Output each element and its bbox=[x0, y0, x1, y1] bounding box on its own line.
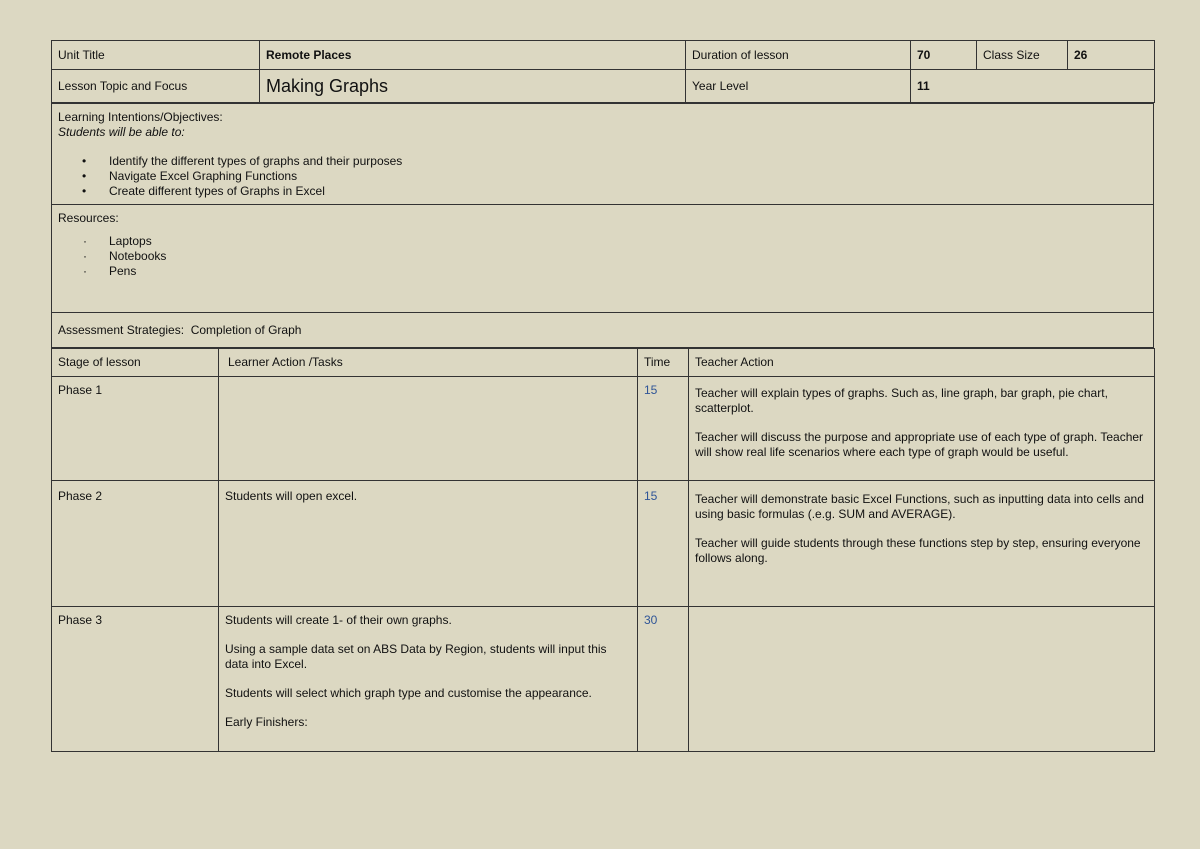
class-size-value: 26 bbox=[1068, 41, 1155, 70]
unit-title-value: Remote Places bbox=[260, 41, 686, 70]
resource-item: · Pens bbox=[58, 264, 1147, 279]
resource-item: · Laptops bbox=[58, 234, 1147, 249]
col-stage-header: Stage of lesson bbox=[52, 349, 219, 377]
objectives-subheading: Students will be able to: bbox=[58, 125, 185, 139]
phase-learner bbox=[219, 607, 638, 752]
topic-label: Lesson Topic and Focus bbox=[52, 70, 260, 103]
phase-stage: Phase 2 bbox=[52, 481, 219, 607]
phase-stage: Phase 1 bbox=[52, 377, 219, 481]
teacher-action-text: Teacher will demonstrate basic Excel Functions, such as inputting data into cells and using basic formulas (.e.g. SUM and AVERAGE). bbox=[695, 492, 1144, 521]
phase-teacher bbox=[689, 481, 1155, 607]
phase-teacher bbox=[689, 377, 1155, 481]
objective-item: • Navigate Excel Graphing Functions bbox=[58, 169, 1147, 184]
learner-action-text: Early Finishers: bbox=[225, 715, 308, 729]
objectives-list bbox=[58, 154, 1147, 199]
phase-row bbox=[52, 481, 1155, 607]
phase-teacher bbox=[689, 607, 1155, 752]
teacher-action-text: Teacher will guide students through these functions step by step, ensuring everyone follows along. bbox=[695, 536, 1141, 565]
info-table bbox=[51, 103, 1154, 348]
class-size-label: Class Size bbox=[977, 41, 1068, 70]
unit-title-label: Unit Title bbox=[52, 41, 260, 70]
phase-time: 15 bbox=[638, 481, 689, 607]
year-value: 11 bbox=[911, 70, 1155, 103]
learner-action-text: Students will select which graph type and customise the appearance. bbox=[225, 686, 592, 700]
resources-heading: Resources: bbox=[58, 211, 119, 225]
phase-learner bbox=[219, 481, 638, 607]
assessment-cell: Assessment Strategies: Completion of Graph bbox=[52, 313, 1154, 348]
year-label: Year Level bbox=[686, 70, 911, 103]
phase-row bbox=[52, 377, 1155, 481]
lesson-plan-sheet bbox=[51, 40, 1154, 752]
phase-stage: Phase 3 bbox=[52, 607, 219, 752]
resources-list bbox=[58, 234, 1147, 279]
objective-item: • Create different types of Graphs in Excel bbox=[58, 184, 1147, 199]
phase-time: 30 bbox=[638, 607, 689, 752]
learner-action-text: Students will create 1- of their own graphs. bbox=[225, 613, 452, 627]
objectives-cell bbox=[52, 104, 1154, 205]
resource-item: · Notebooks bbox=[58, 249, 1147, 264]
learner-action-text: Using a sample data set on ABS Data by Region, students will input this data into Excel. bbox=[225, 642, 607, 671]
objective-item: • Identify the different types of graphs and their purposes bbox=[58, 154, 1147, 169]
plan-table bbox=[51, 348, 1155, 752]
resources-cell bbox=[52, 205, 1154, 313]
col-time-header: Time bbox=[638, 349, 689, 377]
teacher-action-text: Teacher will explain types of graphs. Such as, line graph, bar graph, pie chart, scatterplot. bbox=[695, 386, 1108, 415]
learner-action-text: Students will open excel. bbox=[225, 489, 358, 503]
topic-value: Making Graphs bbox=[260, 70, 686, 103]
col-teacher-header: Teacher Action bbox=[689, 349, 1155, 377]
duration-label: Duration of lesson bbox=[686, 41, 911, 70]
objectives-heading: Learning Intentions/Objectives: bbox=[58, 110, 223, 124]
phase-learner bbox=[219, 377, 638, 481]
phase-time: 15 bbox=[638, 377, 689, 481]
teacher-action-text: Teacher will discuss the purpose and appropriate use of each type of graph. Teacher will show real life scenarios where each type of graph would be useful. bbox=[695, 430, 1144, 459]
duration-value: 70 bbox=[911, 41, 977, 70]
phase-row bbox=[52, 607, 1155, 752]
col-learner-header: Learner Action /Tasks bbox=[219, 349, 638, 377]
header-table bbox=[51, 40, 1155, 103]
